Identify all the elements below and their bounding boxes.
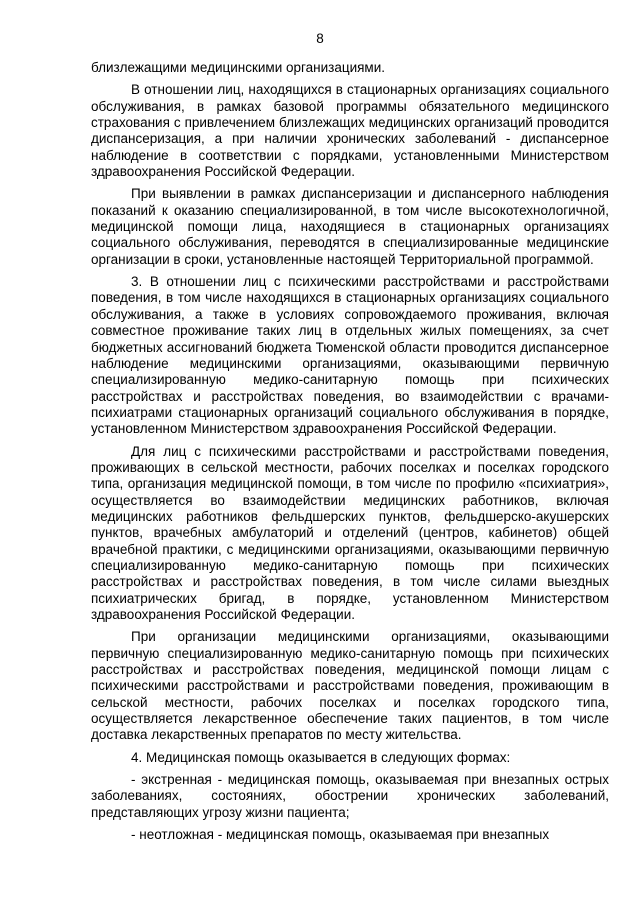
paragraph-specialized-care-transfer: При выявлении в рамках диспансеризации и диспансерного наблюдения показаний к оказанию специализированной, в том числе высокотехнологичной, медицинской помощи лица, находящиеся в стационарных организациях социального обслуживания, переводятся в специализированные медицинские организации в сроки, установленные настоящей Территориальной программой. [91, 186, 609, 267]
list-item-urgent: - неотложная - медицинская помощь, оказываемая при внезапных [131, 827, 550, 843]
page-number: 8 [316, 31, 324, 46]
paragraph-rural-psychiatry: Для лиц с психическими расстройствами и расстройствами поведения, проживающих в сельской местности, рабочих поселках и поселках городского типа, организация медицинской помощи, в том числе по профилю «психиатрия», осуществляется во взаимодействии медицинских работников, включая медицинских работников фельдшерских пунктов, фельдшерско-акушерских пунктов, врачебных амбулаторий и отделений (центров, кабинетов) общей врачебной практики, с медицинскими организациями, оказывающими первичную специализированную медико-санитарную помощь при психических расстройствах и расстройствах поведения, в том числе силами выездных психиатрических бригад, в порядке, установленном Министерством здравоохранения Российской Федерации. [91, 443, 609, 622]
paragraph-forms-of-care: 4. Медицинская помощь оказывается в следующих формах: [131, 749, 511, 765]
document-body [91, 60, 609, 849]
paragraph-mental-disorders-observation: 3. В отношении лиц с психическими расстройствами и расстройствами поведения, в том числе находящихся в стационарных организациях социального обслуживания, а также в условиях сопровождаемого проживания, включая совместное проживание таких лиц в отдельных жилых помещениях, за счет бюджетных ассигнований бюджета Тюменской области проводится диспансерное наблюдение медицинскими организациями, оказывающими первичную специализированную медико-санитарную помощь при психических расстройствах и расстройствах поведения, во взаимодействии с врачами-психиатрами стационарных организаций социального обслуживания в порядке, установленном Министерством здравоохранения Российской Федерации. [91, 274, 609, 437]
paragraph-social-institutions: В отношении лиц, находящихся в стационарных организациях социального обслуживания, в рамках базовой программы обязательного медицинского страхования с привлечением близлежащих медицинских организаций проводится диспансеризация, а при наличии хронических заболеваний - диспансерное наблюдение в соответствии с порядками, установленными Министерством здравоохранения Российской Федерации. [91, 82, 609, 180]
paragraph-drug-supply: При организации медицинскими организациями, оказывающими первичную специализированную медико-санитарную помощь при психических расстройствах и расстройствах поведения, медицинской помощи лицам с психическими расстройствами и расстройствами поведения, проживающим в сельской местности, рабочих поселках и поселках городского типа, осуществляется лекарственное обеспечение таких пациентов, в том числе доставка лекарственных препаратов по месту жительства. [91, 629, 609, 743]
list-item-emergency: - экстренная - медицинская помощь, оказываемая при внезапных острых заболеваниях, состояниях, обострении хронических заболеваний, представляющих угрозу жизни пациента; [91, 772, 609, 820]
paragraph-continuation: близлежащими медицинскими организациями. [91, 60, 385, 75]
